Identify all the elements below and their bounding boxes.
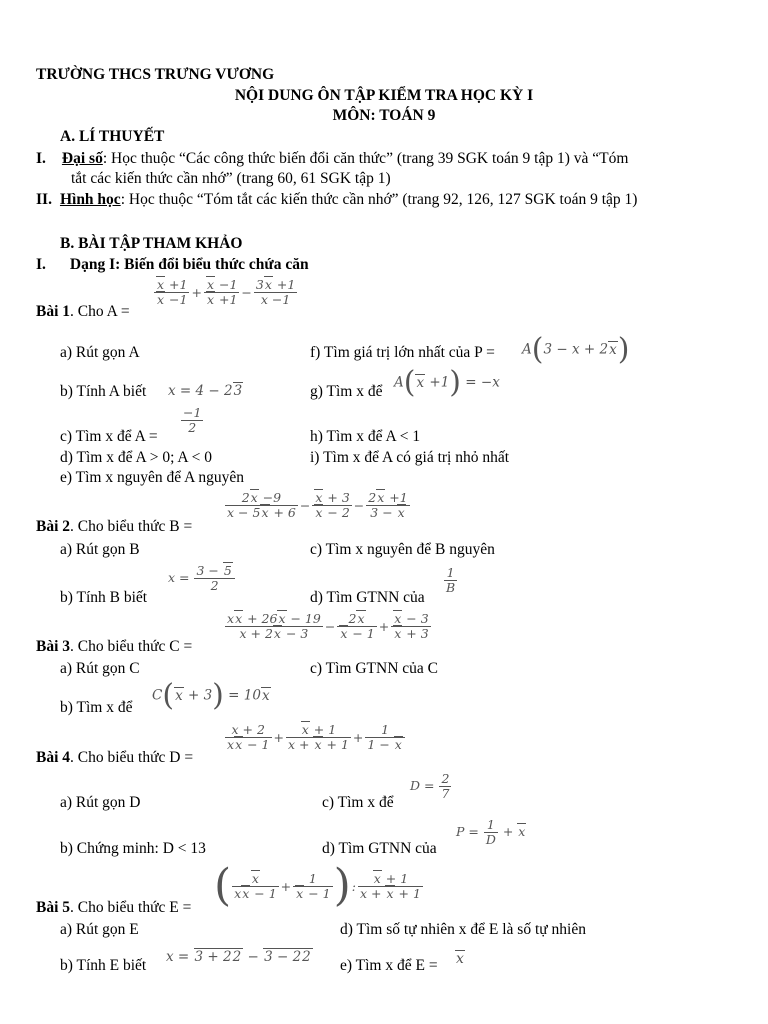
bai1-d: d) Tìm x để A > 0; A < 0 bbox=[60, 449, 212, 466]
bai2-formula-b: $\frac{2x -9}{x - 5x + 6}$ − $\frac{x + 3}{x - 2}$ − $\frac{2x +1}{3 - x}$ bbox=[227, 490, 408, 520]
bai4-c: c) Tìm x để bbox=[322, 794, 394, 811]
bai4-formula-p: P = $\frac{1}{D}$ + x bbox=[456, 817, 526, 847]
theory-item-1-label: Đại số bbox=[61, 150, 103, 167]
bai4-intro bbox=[36, 749, 193, 767]
bai1-b: b) Tính A biết bbox=[60, 383, 147, 400]
bai5-label: Bài 5 bbox=[36, 899, 71, 916]
theory-item-2-number: II. bbox=[36, 191, 52, 208]
bai5-d: d) Tìm số tự nhiên x để E là số tự nhiên bbox=[340, 921, 586, 938]
bai2-intro bbox=[36, 518, 192, 536]
bai1-label: Bài 1 bbox=[36, 303, 71, 320]
bai3-b: b) Tìm x để bbox=[60, 699, 133, 716]
theory-item-1-continued: tắt các kiến thức cần nhớ” (trang 60, 61 SGK tập 1) bbox=[71, 170, 391, 187]
bai3-intro-text: . Cho biểu thức C = bbox=[70, 638, 193, 655]
bai2-intro-text: . Cho biểu thức B = bbox=[70, 518, 193, 535]
bai2-formula-1b: $\frac{1}{B}$ bbox=[446, 565, 456, 595]
bai2-b: b) Tính B biết bbox=[60, 589, 148, 606]
bai1-formula-g: A(x +1) = −x bbox=[394, 365, 500, 400]
bai3-a: a) Rút gọn C bbox=[60, 660, 140, 677]
theory-item-2-text: : Học thuộc “Tóm tắt các kiến thức cần nhớ” (trang 92, 126, 127 SGK toán 9 tập 1) bbox=[120, 191, 638, 208]
bai1-c: c) Tìm x để A = bbox=[60, 428, 158, 445]
bai1-h: h) Tìm x để A < 1 bbox=[310, 428, 421, 445]
bai1-g: g) Tìm x để bbox=[310, 383, 383, 400]
theory-item-1-text: : Học thuộc “Các công thức biến đổi căn thức” (trang 39 SGK toán 9 tập 1) và “Tóm bbox=[102, 150, 629, 167]
school-name: TRƯỜNG THCS TRƯNG VƯƠNG bbox=[36, 66, 275, 83]
bai4-b: b) Chứng minh: D < 13 bbox=[60, 840, 206, 857]
exercises-heading: B. BÀI TẬP THAM KHẢO bbox=[60, 235, 243, 252]
bai5-formula-e2: x bbox=[456, 951, 464, 967]
bai5-intro bbox=[36, 899, 191, 917]
bai4-a: a) Rút gọn D bbox=[60, 794, 141, 811]
bai5-a: a) Rút gọn E bbox=[60, 921, 139, 938]
bai3-c: c) Tìm GTNN của C bbox=[310, 660, 438, 677]
theory-item-2-label: Hình học bbox=[59, 191, 121, 208]
document-subject: MÔN: TOÁN 9 bbox=[332, 107, 436, 124]
bai1-formula-a: $\frac{x +1}{x -1}$ + $\frac{x -1}{x +1}$ − $\frac{3x +1}{x -1}$ bbox=[153, 278, 298, 307]
bai3-label: Bài 3 bbox=[36, 638, 71, 655]
exercise-type-number: I. bbox=[36, 256, 46, 273]
bai1-i: i) Tìm x để A có giá trị nhỏ nhất bbox=[310, 449, 510, 466]
bai2-a: a) Rút gọn B bbox=[60, 541, 140, 558]
bai4-formula-d: $\frac{x + 2}{xx - 1}$ + $\frac{x + 1}{x + x + 1}$ + $\frac{1}{1 - x}$ bbox=[224, 723, 406, 752]
bai2-c: c) Tìm x nguyên để B nguyên bbox=[310, 541, 495, 558]
theory-item-1 bbox=[36, 150, 628, 168]
bai4-intro-text: . Cho biểu thức D = bbox=[70, 749, 194, 766]
bai5-formula-e: ( $\frac{x}{xx - 1}$ + $\frac{1}{x - 1}$ ): $\frac{x + 1}{x + x + 1}$ bbox=[214, 860, 421, 911]
theory-item-1-number: I. bbox=[36, 150, 46, 167]
bai3-intro bbox=[36, 638, 192, 656]
bai2-formula-x: x = $\frac{3 - 5}{2}$ bbox=[168, 564, 236, 593]
bai1-formula-x: x = 4 − 23 bbox=[168, 383, 243, 399]
exercise-type bbox=[36, 256, 309, 274]
bai1-f: f) Tìm giá trị lớn nhất của P = bbox=[310, 344, 495, 361]
bai2-d: d) Tìm GTNN của bbox=[310, 589, 425, 606]
bai1-intro bbox=[36, 303, 130, 321]
theory-item-2 bbox=[36, 191, 637, 209]
bai3-formula-c: $\frac{xx + 26x - 19}{x + 2x - 3}$ − $\frac{2x}{x - 1}$ + $\frac{x - 3}{x + 3}$ bbox=[227, 611, 429, 641]
exercise-type-title: Dạng I: Biến đổi biểu thức chứa căn bbox=[69, 256, 309, 273]
document-title: NỘI DUNG ÔN TẬP KIỂM TRA HỌC KỲ I bbox=[234, 87, 534, 104]
bai5-b: b) Tính E biết bbox=[60, 957, 147, 974]
bai3-formula-b: C(x + 3) = 10x bbox=[152, 678, 270, 713]
bai4-label: Bài 4 bbox=[36, 749, 71, 766]
bai1-formula-p: A(3 − x + 2x) bbox=[522, 332, 630, 367]
bai5-formula-x: x = 3 + 22 − 3 − 22 bbox=[166, 949, 311, 965]
bai1-a: a) Rút gọn A bbox=[60, 344, 140, 361]
bai1-intro-text: . Cho A = bbox=[70, 303, 130, 320]
theory-heading: A. LÍ THUYẾT bbox=[60, 128, 165, 145]
bai1-e: e) Tìm x nguyên để A nguyên bbox=[60, 469, 244, 486]
bai4-d: d) Tìm GTNN của bbox=[322, 840, 437, 857]
bai2-label: Bài 2 bbox=[36, 518, 71, 535]
bai5-intro-text: . Cho biểu thức E = bbox=[70, 899, 192, 916]
bai4-formula-c: D = $\frac{2}{7}$ bbox=[410, 771, 450, 801]
bai5-e: e) Tìm x để E = bbox=[340, 957, 438, 974]
bai1-formula-c: $\frac{-1}{2}$ bbox=[183, 405, 202, 435]
